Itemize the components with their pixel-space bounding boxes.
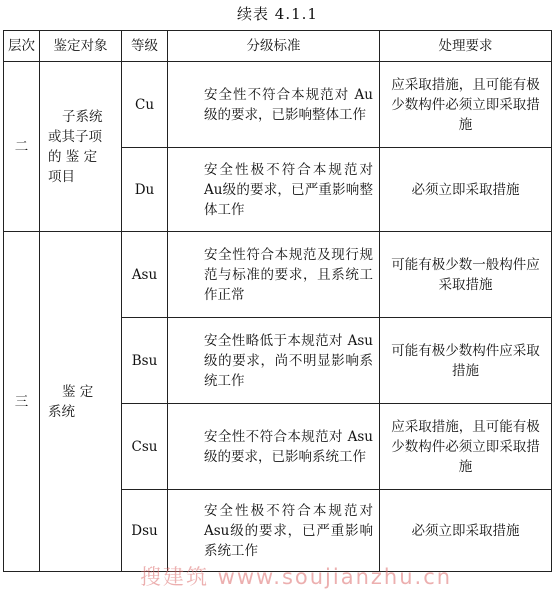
grade-cell: Du (122, 148, 168, 232)
object-line: 子系统 (62, 108, 103, 125)
header-requirement: 处理要求 (380, 31, 552, 62)
requirement-cell: 必须立即采取措施 (380, 148, 552, 232)
header-object: 鉴定对象 (40, 31, 122, 62)
grade-cell: Cu (122, 62, 168, 148)
standard-cell (168, 148, 380, 232)
requirement-cell: 应采取措施，且可能有极少数构件必须立即采取措施 (380, 62, 552, 148)
requirement-cell: 可能有极少数构件应采取措施 (380, 318, 552, 404)
standard-cell (168, 232, 380, 318)
object-line: 项目 (48, 168, 75, 185)
standard-text: 安全性不符合本规范对 Au级的要求，已影响整体工作 (204, 86, 373, 123)
grade-cell: Csu (122, 404, 168, 490)
standard-text: 安全性符合本规范及现行规范与标准的要求，且系统工作正常 (204, 246, 373, 303)
object-cell (40, 62, 122, 232)
requirement-cell: 必须立即采取措施 (380, 490, 552, 572)
object-line: 系统 (48, 403, 75, 420)
object-line: 或其子项 (48, 128, 102, 145)
standard-text: 安全性极不符合本规范对 Au级的要求，已严重影响整体工作 (204, 161, 373, 218)
object-line: 的 鉴 定 (48, 148, 98, 165)
standard-text: 安全性不符合本规范对 Asu级的要求，已影响系统工作 (204, 428, 373, 465)
header-grade: 等级 (122, 31, 168, 62)
requirement-cell: 可能有极少数一般构件应采取措施 (380, 232, 552, 318)
grading-table (3, 30, 552, 572)
level-cell: 三 (4, 232, 40, 572)
level-cell: 二 (4, 62, 40, 232)
object-cell (40, 232, 122, 572)
standard-cell (168, 318, 380, 404)
standard-cell (168, 62, 380, 148)
table-caption: 续表 4.1.1 (237, 5, 318, 23)
header-standard: 分级标准 (168, 31, 380, 62)
grade-cell: Bsu (122, 318, 168, 404)
header-row (4, 31, 552, 62)
header-level: 层次 (4, 31, 40, 62)
watermark: 搜建筑 www.soujianzhu.cn (140, 565, 453, 589)
standard-text: 安全性极不符合本规范对 Asu级的要求，已严重影响系统工作 (204, 502, 373, 559)
standard-cell (168, 490, 380, 572)
object-line: 鉴 定 (62, 383, 94, 400)
requirement-cell: 应采取措施，且可能有极少数构件必须立即采取措施 (380, 404, 552, 490)
table-row (4, 62, 552, 148)
standard-text: 安全性略低于本规范对 Asu级的要求，尚不明显影响系统工作 (204, 332, 373, 389)
table-row (4, 232, 552, 318)
grade-cell: Asu (122, 232, 168, 318)
standard-cell (168, 404, 380, 490)
grade-cell: Dsu (122, 490, 168, 572)
